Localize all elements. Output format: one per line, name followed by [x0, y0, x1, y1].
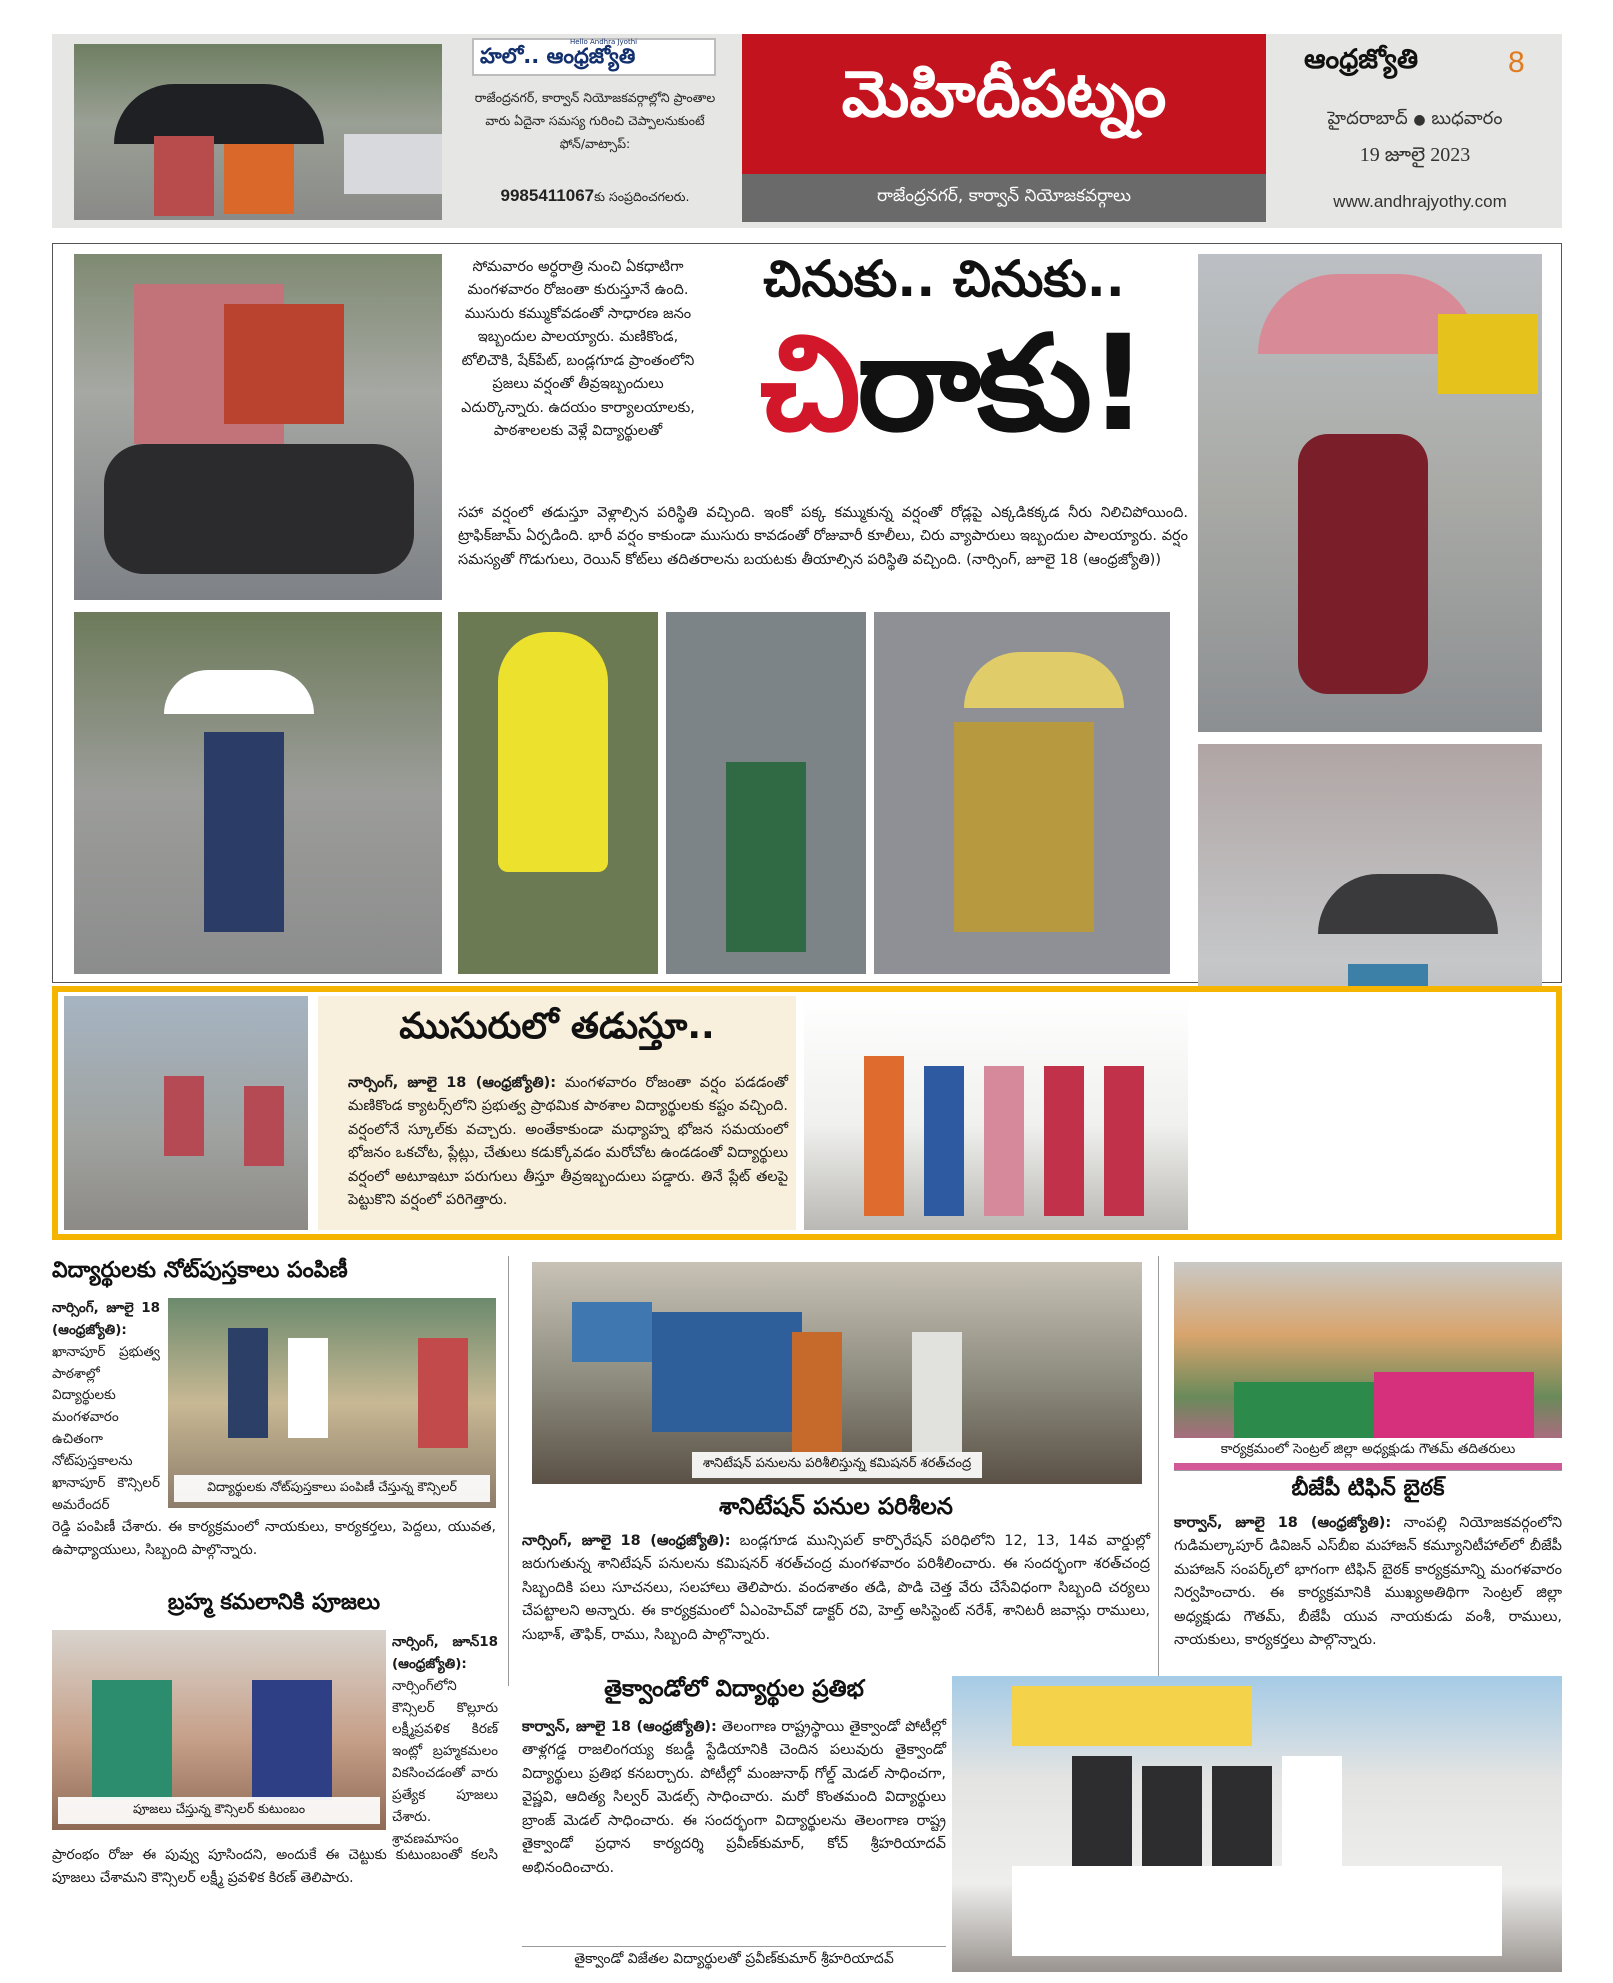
- photo-biker-umbrella: [874, 612, 1170, 974]
- notebooks-body-column-text: ఖానాపూర్ ప్రభుత్వ పాఠశాల్లో విద్యార్థులకు మంగళవారం ఉచితంగా నోట్‌పుస్తకాలను ఖానాపూర్ కౌన్సిలర్ అమరేందర్: [52, 1343, 160, 1513]
- city-day-line: [1300, 108, 1530, 133]
- edition-subtitle: రాజేంద్రనగర్, కార్వాన్ నియోజకవర్గాలు: [876, 186, 1131, 206]
- photo-students-plates-rain: [64, 996, 308, 1230]
- photo-students-washing: [804, 996, 1188, 1230]
- photo-woman-walking: [666, 612, 866, 974]
- page-number: 8: [1508, 46, 1525, 79]
- helpline-phone-line: [472, 184, 718, 209]
- photo-yellow-raincoat: [458, 612, 658, 974]
- lead-body-rest-text: సహా వర్షంలో తడుస్తూ వెళ్లాల్సిన పరిస్థితి వచ్చింది. ఇంకో పక్క కమ్ముకున్న వర్షంతో రోడ్లపై ఎక్కడికక్కడ నీరు నిలిచిపోయింది. ట్రాఫిక్‌జామ్ ఏర్పడింది. భారీ వర్షం కాకుండా ముసురు కావడంతో రోజువారీ కూలీలు, చిరు వ్యాపారులు ఇబ్బందుల పాలయ్యారు. వర్షం సమస్యతో గొడుగులు, రెయిన్ కోట్‌లు తదితరాలను బయటకు తీయాల్సిన పరిస్థితి వచ్చింది.: [458, 505, 1188, 568]
- rain-box-body: [348, 1072, 788, 1213]
- edition-title-box: [742, 34, 1266, 174]
- date: 19 జూలై 2023: [1359, 144, 1471, 166]
- taekwondo-headline: తైక్వాండోలో విద్యార్థుల ప్రతిభ: [604, 1676, 864, 1702]
- photo-sanitation-inspection: [532, 1262, 1142, 1484]
- day: బుధవారం: [1431, 108, 1503, 129]
- column-rule-2: [1158, 1256, 1159, 1686]
- rain-box-text-panel: [318, 996, 796, 1230]
- photo-notebook-distribution: [168, 1298, 496, 1508]
- helpline-brand: హలో.. ఆంధ్రజ్యోతి: [480, 44, 636, 68]
- lead-body-rest: [458, 502, 1188, 572]
- helpline-brand-small: Hello Andhra Jyothi: [570, 38, 638, 46]
- bullet-dot: ●: [1413, 112, 1426, 128]
- notebooks-caption: విద్యార్థులకు నోట్‌పుస్తకాలు పంపిణీ చేస్తున్న కౌన్సిలర్: [174, 1475, 490, 1502]
- notebooks-headline: విద్యార్థులకు నోట్‌పుస్తకాలు పంపిణీ: [52, 1258, 348, 1283]
- paper-name: ఆంధ్రజ్యోతి: [1304, 44, 1419, 75]
- bjp-body: [1174, 1512, 1562, 1653]
- edition-subtitle-box: [742, 174, 1266, 222]
- helpline-suffix: కు సంప్రదించగలరు.: [594, 189, 690, 204]
- bjp-caption: కార్యక్రమంలో సెంట్రల్ జిల్లా అధ్యక్షుడు గౌతమ్ తదితరులు: [1174, 1438, 1562, 1463]
- brahma-headline: బ్రహ్మ కమలానికి పూజలు: [167, 1590, 381, 1615]
- photo-scooter-umbrella: [74, 612, 442, 974]
- photo-children-on-bike: [74, 254, 442, 600]
- rain-box-body-text: మంగళవారం రోజంతా వర్షం పడడంతో మణికొండ క్యాటర్స్‌లోని ప్రభుత్వ ప్రాథమిక పాఠశాల విద్యార్థులకు కష్టం వచ్చింది. వర్షంలోనే స్కూల్‌కు వచ్చారు. అంతేకాకుండా మధ్యాహ్న భోజన సమయంలో భోజనం ఒకచోట, ప్లేట్లు, చేతులు కడుక్కోవడం మరోచోట ఉండడంతో విద్యార్థులు వర్షంలో అటూఇటూ పరుగులు తీస్తూ తీవ్రఇబ్బందులు పడ్డారు. తినే ప్లేట్ తలపై పెట్టుకొని వర్షంలో పరిగెత్తారు.: [348, 1075, 789, 1209]
- masthead-photo-children-umbrella-bike: [74, 44, 442, 220]
- notebooks-body-column: [52, 1298, 160, 1517]
- bjp-caption-rule: [1174, 1470, 1562, 1471]
- edition-title: మెహిదీపట్నం: [841, 58, 1167, 132]
- brahma-dateline: నార్సింగ్, జూన్18 (ఆంధ్రజ్యోతి):: [392, 1634, 498, 1672]
- sanitation-caption: శానిటేషన్ పనులను పరిశీలిస్తున్న కమిషనర్ శరత్‌చంద్ర: [692, 1452, 982, 1478]
- photo-brahma-pooja: [52, 1630, 386, 1830]
- helpline-phone: 9985411067: [500, 186, 595, 205]
- bjp-headline: బీజేపీ టిఫిన్ బైఠక్: [1291, 1476, 1445, 1501]
- lead-kicker: చినుకు.. చినుకు..: [763, 250, 1125, 308]
- taekwondo-body-text: తెలంగాణ రాష్ట్రస్థాయి తైక్వాండో పోటీల్లో తాళ్లగడ్డ రాజలింగయ్య కబడ్డీ స్టేడియానికి చెందిన పలువురు తైక్వాండో విద్యార్థులు ప్రతిభ కనబర్చారు. పోటీల్లో మంజునాథ్ గోల్డ్ మెడల్ సాధించగా, వైష్ణవి, ఆదిత్య సిల్వర్ మెడల్స్ సాధించారు. మరో కొంతమంది విద్యార్థులు బ్రాంజ్ మెడల్ సాధించారు. ఈ సందర్భంగా విద్యార్థులను తెలంగాణ రాష్ట్ర తైక్వాండో ప్రధాన కార్యదర్శి ప్రవీణ్‌కుమార్, కోచ్ శ్రీహరియాదవ్ అభినందించారు.: [522, 1719, 946, 1876]
- brahma-caption: పూజలు చేస్తున్న కౌన్సిలర్ కుటుంబం: [58, 1797, 380, 1824]
- bjp-body-text: నాంపల్లి నియోజకవర్గంలోని గుడిమల్కాపూర్ డివిజన్ ఎస్‌బీఐ మహాజన్ కమ్యూనిటీహాల్‌లో బీజేపీ మహాజన్ సంపర్క్‌లో భాగంగా టిఫిన్ బైఠక్ కార్యక్రమాన్ని మంగళవారం నిర్వహించారు. ఈ కార్యక్రమానికి ముఖ్యఅతిథిగా సెంట్రల్ జిల్లా అధ్యక్షుడు గౌతమ్, బీజేపీ యువ నాయకుడు వంశీ, రాములు, నాయకులు, కార్యకర్తలు పాల్గొన్నారు.: [1174, 1515, 1562, 1649]
- lead-dateline: (నార్సింగ్, జూలై 18 (ఆంధ్రజ్యోతి)): [966, 551, 1162, 568]
- brahma-body-wide: ప్రారంభం రోజు ఈ పువ్వు పూసిందని, అందుకే ఈ చెట్టుకు కుటుంబంతో కలసి పూజలు చేశామని కౌన్సిలర్ లక్ష్మీ ప్రవళిక కిరణ్ తెలిపారు.: [52, 1847, 498, 1886]
- lead-headline-red: చి: [759, 307, 857, 461]
- taekwondo-body: [522, 1716, 946, 1880]
- brahma-body-column: [392, 1632, 498, 1851]
- sanitation-dateline: నార్సింగ్, జూలై 18 (ఆంధ్రజ్యోతి):: [522, 1533, 731, 1549]
- rain-box-headline: ముసురులో తడుస్తూ..: [399, 1006, 715, 1047]
- brahma-body-column-text: నార్సింగ్‌లోని కౌన్సిలర్ కొల్లూరు లక్ష్మీప్రవళిక కిరణ్ ఇంట్లో బ్రహ్మకమలం వికసించడంతో వారు ప్రత్యేక పూజలు చేశారు. శ్రావణమాసం: [392, 1677, 498, 1847]
- photo-taekwondo-students: [952, 1676, 1562, 1972]
- helpline-text: రాజేంద్రనగర్, కార్వాన్ నియోజకవర్గాల్లోని ప్రాంతాల వారు ఏదైనా సమస్య గురించి చెప్పాలనుకుంటే ఫోన్/వాట్సాప్:: [474, 90, 716, 152]
- notebooks-dateline: నార్సింగ్, జూలై 18 (ఆంధ్రజ్యోతి):: [52, 1300, 160, 1338]
- lead-headline: [712, 307, 1192, 461]
- sanitation-body: [522, 1530, 1150, 1647]
- city: హైదరాబాద్: [1327, 108, 1408, 129]
- lead-body-intro: సోమవారం అర్ధరాత్రి నుంచి ఏకధాటిగా మంగళవారం రోజంతా కురుస్తూనే ఉంది. ముసురు కమ్ముకోవడంతో సాధారణ జనం ఇబ్బందుల పాలయ్యారు. మణికొండ, టోలిచౌకి, షేక్‌పేట్, బండ్లగూడ ప్రాంతంలోని ప్రజలు వర్షంతో తీవ్రఇబ్బందులు ఎదుర్కొన్నారు. ఉదయం కార్యాలయాలకు, పాఠశాలలకు వెళ్లే విద్యార్థులతో: [461, 259, 695, 440]
- bjp-dateline: కార్వాన్, జూలై 18 (ఆంధ్రజ్యోతి):: [1174, 1515, 1392, 1531]
- lead-headline-black: రాకు!: [856, 307, 1145, 461]
- photo-umbrella-scooter: [1198, 254, 1542, 732]
- website: www.andhrajyothy.com: [1333, 192, 1507, 211]
- helpline-box: [458, 34, 730, 220]
- sanitation-headline: శానిటేషన్ పనుల పరిశీలన: [719, 1494, 953, 1520]
- notebooks-body-wide: రెడ్డి పంపిణీ చేశారు. ఈ కార్యక్రమంలో నాయకులు, కార్యకర్తలు, పెద్దలు, యువత, ఉపాధ్యాయులు, సిబ్బంది పాల్గొన్నారు.: [52, 1519, 496, 1558]
- column-rule-1: [508, 1256, 509, 1686]
- taekwondo-caption: తైక్వాండో విజేతల విద్యార్థులతో ప్రవీణ్‌కుమార్ శ్రీహరియాదవ్: [522, 1946, 946, 1970]
- taekwondo-dateline: కార్వాన్, జూలై 18 (ఆంధ్రజ్యోతి):: [522, 1719, 717, 1735]
- rain-box-dateline: నార్సింగ్, జూలై 18 (ఆంధ్రజ్యోతి):: [348, 1075, 557, 1091]
- sanitation-body-text: బండ్లగూడ మున్సిపల్ కార్పొరేషన్ పరిధిలోని 12, 13, 14వ వార్డుల్లో జరుగుతున్న శానిటేషన్ పనులను కమిషనర్ శరత్‌చంద్ర మంగళవారం పరిశీలించారు. ఈ సందర్భంగా శరత్‌చంద్ర సిబ్బందికి పలు సూచనలు, సలహాలు తెలిపారు. వందశాతం తడి, పొడి చెత్త వేరు చేసేవిధంగా సిబ్బంది చర్యలు చేపట్టాలని అన్నారు. ఈ కార్యక్రమంలో ఏఎంహెచ్‌వో డాక్టర్ రవి, హెల్త్ అసిస్టెంట్ నరేశ్, శానిటరీ జవాన్లు రాములు, సుభాశ్, తౌఫిక్, రాము, సిబ్బంది పాల్గొన్నారు.: [522, 1533, 1151, 1643]
